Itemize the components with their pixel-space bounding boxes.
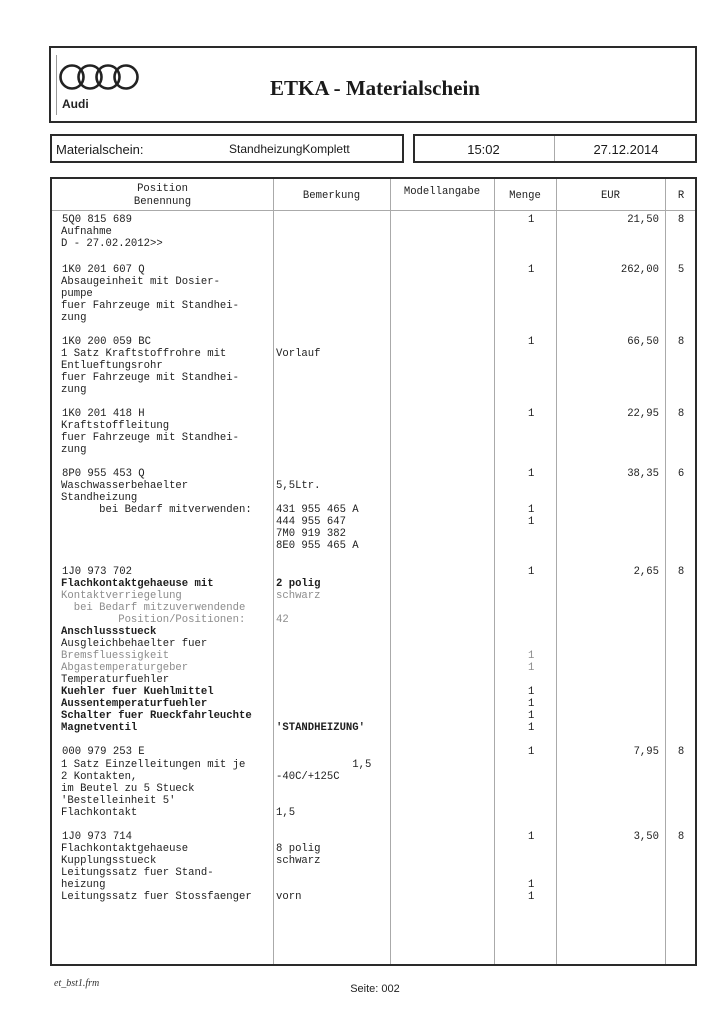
remark: schwarz	[276, 590, 321, 602]
date-value: 27.12.2014	[593, 142, 659, 157]
brand-name: Audi	[62, 97, 89, 111]
additional-quantity: 1	[528, 516, 535, 528]
col-header-eur: EUR	[600, 190, 621, 202]
description-line: bei Bedarf mitverwenden:	[61, 504, 252, 516]
r-code: 5	[677, 264, 685, 276]
r-code: 8	[677, 746, 685, 758]
description-line: Leitungssatz fuer Stand-	[61, 867, 214, 879]
additional-part-number: 444 955 647	[276, 516, 346, 528]
description-line: 1 Satz Kraftstoffrohre mit	[61, 348, 227, 360]
description-line: heizung	[61, 879, 106, 891]
r-code: 6	[677, 468, 685, 480]
price: 21,50	[627, 214, 659, 226]
col-header-modellangabe: Modellangabe	[403, 186, 481, 198]
time-value: 15:02	[467, 142, 500, 157]
description-line: Position/Positionen:	[61, 614, 246, 626]
description-line: pumpe	[61, 288, 93, 300]
description-line: Flachkontaktgehaeuse	[61, 843, 189, 855]
remark: 1,5	[276, 807, 296, 819]
price: 38,35	[627, 468, 659, 480]
document-title: ETKA - Materialschein	[270, 76, 480, 100]
description-line: Schalter fuer Rueckfahrleuchte	[61, 710, 252, 722]
remark: 1,5	[276, 759, 372, 771]
description-line: Waschwasserbehaelter	[61, 480, 189, 492]
description-line: bei Bedarf mitzuverwendende	[61, 602, 246, 614]
page-number: Seite: 002	[350, 983, 400, 995]
description-line: zung	[61, 312, 87, 324]
logo-divider	[56, 55, 57, 115]
description-line: im Beutel zu 5 Stueck	[61, 783, 195, 795]
line-quantity: 1	[528, 710, 535, 722]
description-line: Entlueftungsrohr	[61, 360, 163, 372]
description-line: zung	[61, 384, 87, 396]
description-line: Kontaktverriegelung	[61, 590, 182, 602]
description-line: fuer Fahrzeuge mit Standhei-	[61, 432, 240, 444]
quantity: 1	[528, 214, 535, 226]
r-code: 8	[677, 214, 685, 226]
r-code: 8	[677, 336, 685, 348]
remark: 42	[276, 614, 289, 626]
description-line: Standheizung	[61, 492, 138, 504]
col-header-menge: Menge	[509, 190, 541, 202]
form-name: et_bst1.frm	[54, 978, 100, 989]
line-quantity: 1	[528, 879, 535, 891]
col-header-r: R	[677, 190, 685, 202]
r-code: 8	[677, 566, 685, 578]
description-line: Leitungssatz fuer Stossfaenger	[61, 891, 252, 903]
quantity: 1	[528, 746, 535, 758]
r-code: 8	[677, 408, 685, 420]
quantity: 1	[528, 468, 535, 480]
description-line: zung	[61, 444, 87, 456]
part-number: 1J0 973 714	[62, 831, 132, 843]
remark: 2 polig	[276, 578, 321, 590]
materialschein-name: StandheizungKomplett	[229, 142, 350, 156]
part-number: 1J0 973 702	[62, 566, 132, 578]
price: 3,50	[633, 831, 659, 843]
description-line: Kupplungsstueck	[61, 855, 157, 867]
description-line: fuer Fahrzeuge mit Standhei-	[61, 300, 240, 312]
header-row-divider	[52, 210, 695, 211]
part-number: 000 979 253 E	[62, 746, 145, 758]
col-divider	[390, 179, 391, 964]
additional-part-number: 431 955 465 A	[276, 504, 359, 516]
description-line: Flachkontakt	[61, 807, 138, 819]
col-header-bemerkung: Bemerkung	[302, 190, 361, 202]
audi-rings-icon	[58, 62, 142, 92]
quantity: 1	[528, 566, 535, 578]
description-line: 'Bestelleinheit 5'	[61, 795, 176, 807]
parts-table	[50, 177, 697, 966]
quantity: 1	[528, 264, 535, 276]
price: 262,00	[620, 264, 659, 276]
part-number: 1K0 201 607 Q	[62, 264, 145, 276]
line-quantity: 1	[528, 722, 535, 734]
description-line: Kuehler fuer Kuehlmittel	[61, 686, 214, 698]
price: 2,65	[633, 566, 659, 578]
description-line: fuer Fahrzeuge mit Standhei-	[61, 372, 240, 384]
col-divider	[273, 179, 274, 964]
remark: -40C/+125C	[276, 771, 340, 783]
line-quantity: 1	[528, 662, 535, 674]
remark: 'STANDHEIZUNG'	[276, 722, 366, 734]
description-line: Magnetventil	[61, 722, 138, 734]
price: 22,95	[627, 408, 659, 420]
description-line: 1 Satz Einzelleitungen mit je	[61, 759, 246, 771]
remark: schwarz	[276, 855, 321, 867]
price: 7,95	[633, 746, 659, 758]
quantity: 1	[528, 831, 535, 843]
materialschein-label: Materialschein:	[56, 142, 144, 157]
description-line: Ausgleichbehaelter fuer	[61, 638, 208, 650]
price: 66,50	[627, 336, 659, 348]
line-quantity: 1	[528, 891, 535, 903]
quantity: 1	[528, 336, 535, 348]
part-number: 8P0 955 453 Q	[62, 468, 145, 480]
line-quantity: 1	[528, 686, 535, 698]
line-quantity: 1	[528, 650, 535, 662]
remark: Vorlauf	[276, 348, 321, 360]
r-code: 8	[677, 831, 685, 843]
description-line: D - 27.02.2012>>	[61, 238, 163, 250]
part-number: 1K0 201 418 H	[62, 408, 145, 420]
col-header-benennung: Benennung	[133, 196, 192, 208]
remark: 5,5Ltr.	[276, 480, 321, 492]
description-line: Temperaturfuehler	[61, 674, 170, 686]
description-line: Kraftstoffleitung	[61, 420, 170, 432]
line-quantity: 1	[528, 698, 535, 710]
remark: 8 polig	[276, 843, 321, 855]
col-header-position: Position	[137, 183, 188, 195]
description-line: Absaugeinheit mit Dosier-	[61, 276, 220, 288]
description-line: 2 Kontakten,	[61, 771, 138, 783]
part-number: 1K0 200 059 BC	[62, 336, 152, 348]
additional-part-number: 8E0 955 465 A	[276, 540, 359, 552]
description-line: Abgastemperaturgeber	[61, 662, 189, 674]
description-line: Flachkontaktgehaeuse mit	[61, 578, 214, 590]
description-line: Aussentemperaturfuehler	[61, 698, 208, 710]
description-line: Anschlussstueck	[61, 626, 157, 638]
remark: vorn	[276, 891, 302, 903]
col-divider	[494, 179, 495, 964]
quantity: 1	[528, 408, 535, 420]
part-number: 5Q0 815 689	[62, 214, 132, 226]
description-line: Aufnahme	[61, 226, 112, 238]
description-line: Bremsfluessigkeit	[61, 650, 170, 662]
additional-part-number: 7M0 919 382	[276, 528, 346, 540]
additional-quantity: 1	[528, 504, 535, 516]
